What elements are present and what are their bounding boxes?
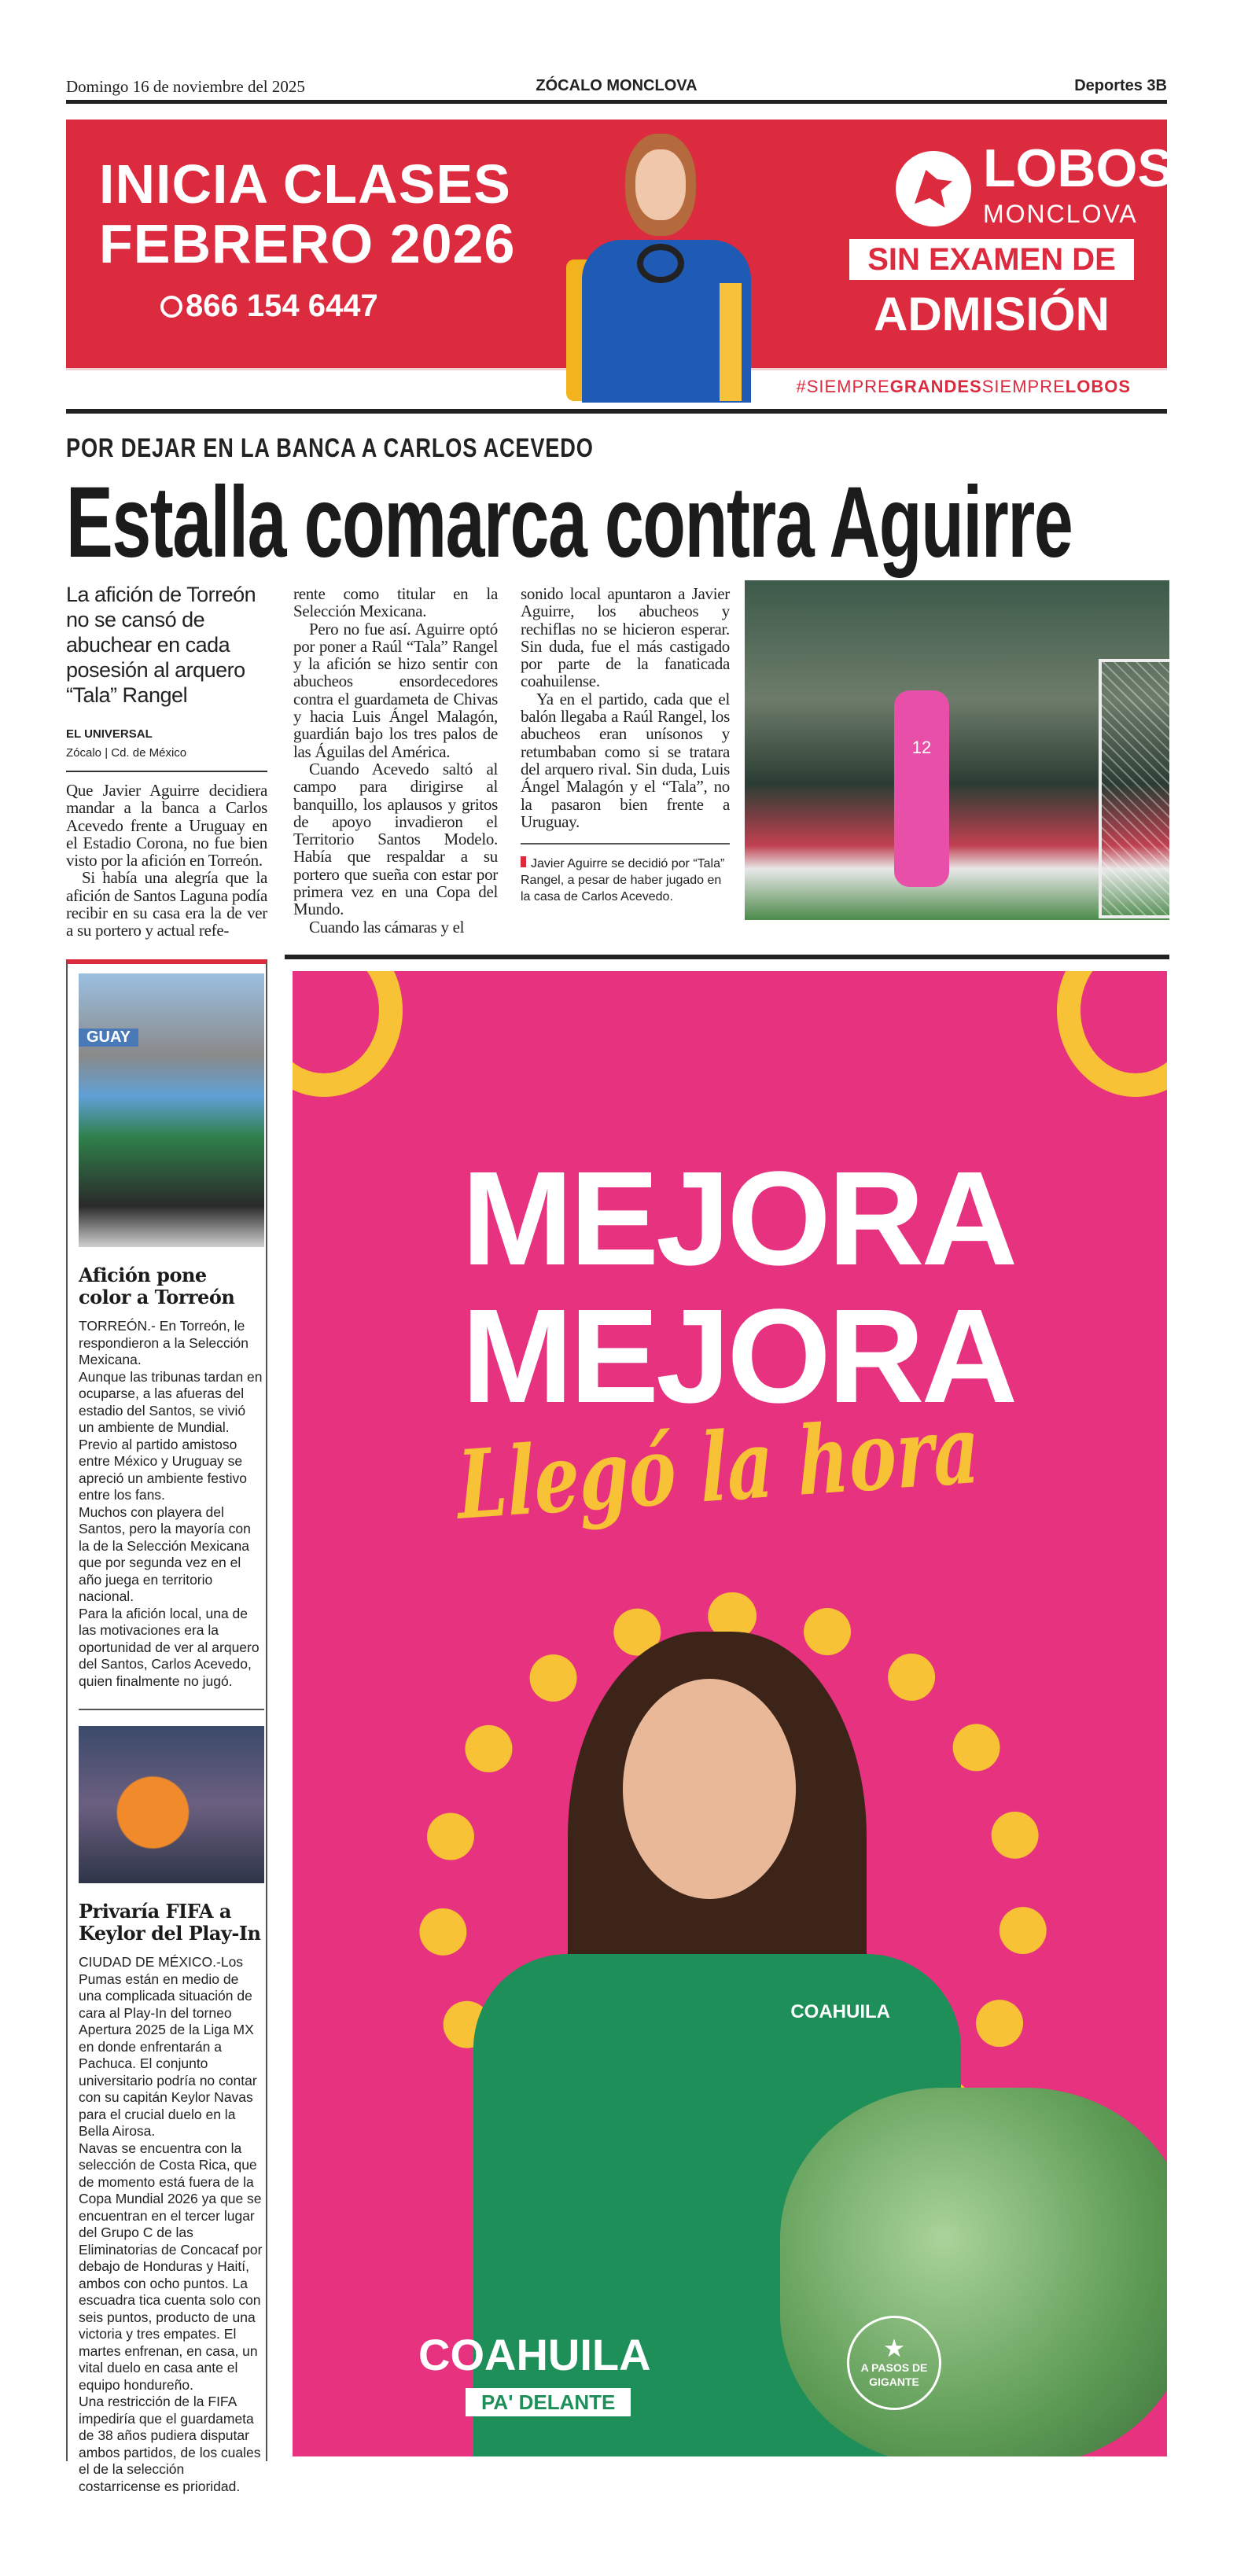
article-column-2 <box>293 585 498 936</box>
article-left-column <box>66 582 267 940</box>
hashtag-part: #SIEMPRE <box>796 377 890 396</box>
hashtag-part: LOBOS <box>1065 377 1131 396</box>
ad-line1: INICIA CLASES <box>99 153 511 215</box>
paragraph: sonido local apuntaron a Javier Aguirre, los abucheos y rechiflas no se hicieron esperar. Sin duda, fue el más castigado por parte de la fanaticada coahuilense. <box>521 584 730 691</box>
folio-section: Deportes 3B <box>1074 77 1167 94</box>
goalkeeper-photo <box>745 580 1169 920</box>
paragraph: Previo al partido amistoso entre México y Uruguay se apreció un ambiente festivo entre los fans. <box>79 1436 248 1503</box>
jersey-number: 12 <box>911 738 932 757</box>
whatsapp-icon <box>160 296 182 318</box>
paragraph: rente como titular en la Selección Mexicana. <box>293 584 498 621</box>
brief-body <box>79 1954 264 2495</box>
mejora-word: MEJORA <box>462 1144 1015 1294</box>
folio-paper: ZÓCALO MONCLOVA <box>536 77 698 94</box>
lettuce <box>780 2088 1167 2456</box>
goalkeeper-figure <box>894 690 949 887</box>
brief-body <box>79 1318 264 1690</box>
seal-text: A PASOS DE GIGANTE <box>860 2361 928 2388</box>
paragraph: Muchos con playera del Santos, pero la mayoría con la de la Selección Mexicana que por segunda vez en el año juega en territorio nacional. <box>79 1503 251 1604</box>
ad-phone <box>160 288 378 324</box>
ad-tag2: ADMISIÓN <box>874 288 1110 340</box>
section-rule <box>66 409 1167 414</box>
paragraph: TORREÓN.- En Torreón, le respondieron a la Selección Mexicana. <box>79 1318 248 1367</box>
paragraph: Cuando Acevedo saltó al campo para dirigirse al banquillo, los aplausos y gritos de apoyo invadieron el Territorio Santos Modelo. Había que respaldar a su portero que sueña con estar por primera vez en una Copa del Mundo. <box>293 759 498 919</box>
lobos-brand: LOBOS <box>983 138 1173 198</box>
hashtag-part: GRANDES <box>889 377 982 396</box>
article-deck: La afición de Torreón no se cansó de abuchear en cada posesión al arquero “Tala” Rangel <box>66 583 256 707</box>
paragraph: Para la afición local, una de las motivaciones era la oportunidad de ver al arquero del Santos, Carlos Acevedo, quien finalmente no jugó. <box>79 1605 260 1689</box>
article-kicker: POR DEJAR EN LA BANCA A CARLOS ACEVEDO <box>66 433 594 463</box>
paragraph: Ya en el partido, cada que el balón llegaba a Raúl Rangel, los abucheos eran unísonos y retumbaban como si se tratara del arquero rival. Sin duda, Luis Ángel Malagón y el “Tala”, no la pasaron bien frente a Uruguay. <box>521 689 730 831</box>
section-rule <box>285 955 1169 959</box>
student-photo <box>543 126 786 403</box>
ad-line2: FEBRERO 2026 <box>99 213 516 274</box>
paragraph: Cuando las cámaras y el <box>309 917 465 937</box>
paragraph: Navas se encuentra con la selección de Costa Rica, que de momento está fuera de la Copa Mundial 2026 ya que se encuentran en el tercer lugar del Grupo C de las Eliminatorias de Concacaf por debajo de Honduras y Haití, ambos con ocho puntos. La escuadra tica cuenta solo con seis puntos, producto de una victoria y tres empates. El martes enfrenan, en casa, un vital duelo en casa ante el equipo hondureño. <box>79 2140 263 2393</box>
folio-date: Domingo 16 de noviembre del 2025 <box>66 77 305 96</box>
byline-dateline: Zócalo | Cd. de México <box>66 746 187 760</box>
woman-face <box>623 1679 796 1899</box>
coahuila-logo: COAHUILA <box>418 2330 651 2379</box>
hashtag-part: SIEMPRE <box>981 377 1066 396</box>
paragraph: Pero no fue así. Aguirre optó por poner a Raúl “Tala” Rangel y la afición se hizo sentir con abucheos ensordecedores contra el guardameta de Chivas y hacia Luis Ángel Malagón, guardián bajo los tres palos de las Águilas del América. <box>293 619 498 761</box>
article-column-3 <box>521 585 730 905</box>
a-pasos-de-gigante-seal: ★ A PASOS DE GIGANTE <box>847 2316 941 2410</box>
article-headline: Estalla comarca contra Aguirre <box>66 466 1073 579</box>
brief-headline: Privaría FIFA a Keylor del Play-In <box>79 1900 261 1945</box>
mejora-word: MEJORA <box>462 1282 1015 1431</box>
byline-agency: EL UNIVERSAL <box>66 727 153 741</box>
phone-number: 866 154 6447 <box>186 289 378 323</box>
goal-net <box>1099 659 1169 918</box>
paragraph: Una restricción de la FIFA impediría que el guardameta de 38 años pudiera disputar ambos partidos, de los cuales el de la selección costarricense es prioridad. <box>79 2394 261 2494</box>
flower-decoration <box>1057 971 1167 1097</box>
hashtag <box>796 377 1131 397</box>
coahuila-ad <box>293 971 1167 2456</box>
vest-logo: COAHUILA <box>790 2001 890 2022</box>
ad-headline <box>99 154 515 274</box>
keylor-photo <box>79 1726 264 1883</box>
lobos-sub: MONCLOVA <box>983 200 1138 228</box>
brief-headline: Afición pone color a Torreón <box>79 1264 235 1308</box>
flower-decoration <box>293 971 403 1097</box>
paragraph: Que Javier Aguirre decidiera mandar a la banca a Carlos Acevedo frente a Uruguay en el Estadio Corona, no fue bien visto por la afición en Torreón. <box>66 781 267 870</box>
paragraph: Si había una alegría que la afición de Santos Laguna podía recibir en su casa era la de ver a su portero y actual refe- <box>66 868 267 940</box>
divider <box>79 1709 264 1710</box>
byline <box>66 725 267 772</box>
paragraph: CIUDAD DE MÉXICO.-Los Pumas están en medio de una complicada situación de cara al Play-In del torneo Apertura 2025 de la Liga MX en donde enfrentarán a Pachuca. El conjunto universitario podría no contar con su capitán Keylor Navas para el crucial duelo en la Bella Airosa. <box>79 1954 257 2139</box>
fans-photo <box>79 973 264 1247</box>
paragraph: Aunque las tribunas tardan en ocuparse, a las afueras del estadio del Santos, se vivió un ambiente de Mundial. <box>79 1368 263 1435</box>
sidebar-content <box>79 973 264 2495</box>
wolf-logo-icon <box>896 151 971 226</box>
photo-caption: Javier Aguirre se decidió por “Tala” Rangel, a pesar de haber jugado en la casa de Carlos Acevedo. <box>521 843 730 905</box>
banner-sign: GUAY <box>79 1029 138 1047</box>
llego-la-hora: Llegó la hora <box>455 1393 981 1541</box>
folio-bar <box>66 75 1167 104</box>
coahuila-logo-sub: PA' DELANTE <box>466 2388 631 2416</box>
article-column-1 <box>66 782 267 940</box>
ad-tag1: SIN EXAMEN DE <box>849 239 1134 280</box>
